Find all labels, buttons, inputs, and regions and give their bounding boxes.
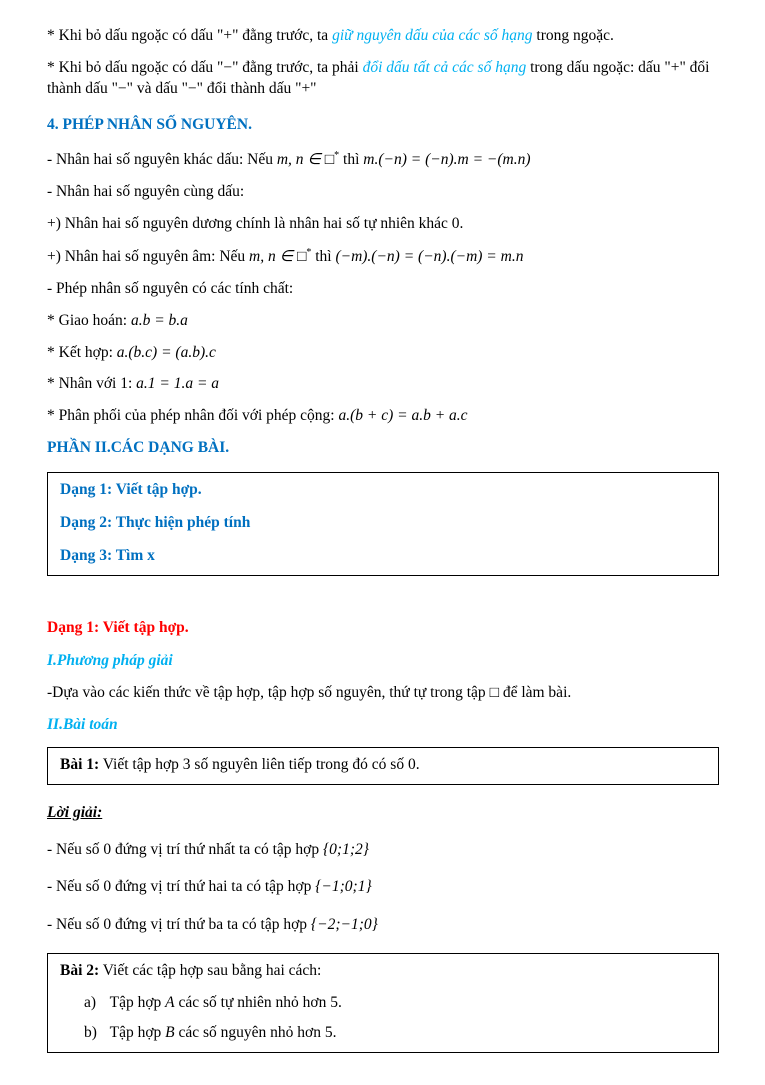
text-run: * Kết hợp: (47, 343, 117, 361)
dang-2-item: Dạng 2: Thực hiện phép tính (60, 514, 251, 532)
math-formula: a.1 = 1.a = a (136, 375, 220, 393)
text-run: - Nhân hai số nguyên khác dấu: Nếu (47, 150, 277, 168)
problem-1-statement (60, 755, 706, 776)
problem-2-label: Bài 2: (60, 962, 100, 980)
problem-2-sublist (84, 993, 706, 1044)
text-run: Tập hợp (106, 994, 166, 1012)
part-2-heading: PHẦN II.CÁC DẠNG BÀI. (47, 439, 230, 457)
text-run: thì (311, 247, 336, 265)
problem-2-item-a (84, 993, 706, 1014)
text-run: - Nếu số 0 đứng vị trí thứ hai ta có tập hợp (47, 878, 316, 896)
math-condition (249, 248, 311, 265)
method-subheading: I.Phương pháp giải (47, 651, 173, 669)
rule-multiply-negative (47, 246, 719, 268)
text-run: Viết các tập hợp sau bằng hai cách: (99, 962, 322, 980)
math-formula: m.(−n) = (−n).m = −(m.n) (363, 150, 531, 168)
rule-keep-sign-paragraph (47, 26, 719, 47)
property-commutative (47, 311, 719, 332)
highlight-change-sign: đổi dấu tất cả các số hạng (362, 58, 527, 76)
dang-1-item: Dạng 1: Viết tập hợp. (60, 481, 202, 499)
math-variable-a: A (165, 994, 175, 1012)
dang-3-item: Dạng 3: Tìm x (60, 547, 155, 565)
text-run: - Nếu số 0 đứng vị trí thứ ba ta có tập hợp (47, 916, 311, 934)
math-formula: a.(b + c) = a.b + a.c (338, 407, 468, 425)
math-superscript: * (334, 149, 340, 161)
text-run: Viết tập hợp 3 số nguyên liên tiếp trong đó có số 0. (99, 755, 420, 773)
math-set: {−2;−1;0} (310, 916, 378, 934)
math-formula: (−m).(−n) = (−n).(−m) = m.n (335, 247, 524, 265)
properties-intro: - Phép nhân số nguyên có các tính chất: (47, 279, 294, 297)
text-run: * Giao hoán: (47, 311, 131, 329)
problems-subheading: II.Bài toán (47, 715, 118, 733)
text-run: thì (339, 150, 364, 168)
dang-list-box (47, 472, 719, 576)
method-paragraph (47, 683, 719, 704)
rule-multiply-positive: +) Nhân hai số nguyên dương chính là nhân hai số tự nhiên khác 0. (47, 214, 464, 232)
text-run: trong ngoặc. (532, 27, 614, 44)
problem-2-item-b (84, 1023, 706, 1044)
text-run: để làm bài. (498, 683, 572, 701)
text-run: * Khi bỏ dấu ngoặc có dấu "−" đằng trước, ta phải (47, 58, 363, 76)
problem-1-label: Bài 1: (60, 755, 100, 773)
solution-line-2 (47, 877, 719, 898)
math-run: m, n ∈ □ (276, 150, 335, 168)
property-associative (47, 343, 719, 364)
math-set: {0;1;2} (322, 840, 369, 858)
section-4-heading: 4. PHÉP NHÂN SỐ NGUYÊN. (47, 115, 252, 133)
text-run: các số tự nhiên nhỏ hơn 5. (174, 994, 342, 1012)
solution-line-3 (47, 915, 719, 936)
math-formula: a.b = b.a (130, 311, 188, 329)
text-run: trong dấu ngoặc: dấu "+" đổi thành dấu "−" và dấu "−" đổi thành dấu "+" (47, 58, 710, 97)
rule-multiply-same-signs: - Nhân hai số nguyên cùng dấu: (47, 182, 245, 200)
highlight-keep-sign: giữ nguyên dấu của các số hạng (332, 27, 533, 44)
text-run: các số nguyên nhỏ hơn 5. (174, 1024, 337, 1042)
math-run: m, n ∈ □ (249, 247, 307, 265)
text-run: * Nhân với 1: (47, 375, 137, 393)
text-run: * Phân phối của phép nhân đối với phép cộng: (47, 407, 339, 425)
problem-1-box (47, 747, 719, 785)
problem-2-box (47, 953, 719, 1053)
solution-line-1 (47, 840, 719, 861)
text-run: +) Nhân hai số nguyên âm: Nếu (47, 247, 250, 265)
list-marker-b: b) (84, 1024, 97, 1042)
math-condition (277, 151, 339, 168)
text-run: - Nếu số 0 đứng vị trí thứ nhất ta có tập hợp (47, 840, 323, 858)
math-set: {−1;0;1} (315, 878, 372, 896)
text-run: Tập hợp (106, 1024, 166, 1042)
solution-heading-wrap (47, 803, 719, 824)
property-distributive (47, 406, 719, 427)
text-run: -Dựa vào các kiến thức về tập hợp, tập hợp số nguyên, thứ tự trong tập (47, 683, 490, 701)
math-formula: a.(b.c) = (a.b).c (116, 343, 216, 361)
rule-change-sign-paragraph (47, 58, 719, 100)
dang-1-section-heading: Dạng 1: Viết tập hợp. (47, 618, 189, 636)
property-identity (47, 374, 719, 395)
rule-multiply-different-signs (47, 149, 719, 171)
problem-2-statement (60, 961, 706, 982)
list-marker-a: a) (84, 994, 97, 1012)
math-variable-b: B (165, 1024, 175, 1042)
math-superscript: * (306, 246, 312, 258)
solution-heading: Lời giải: (47, 803, 103, 821)
integer-set-symbol: □ (489, 683, 499, 701)
text-run: * Khi bỏ dấu ngoặc có dấu "+" đằng trước, ta (47, 27, 333, 44)
